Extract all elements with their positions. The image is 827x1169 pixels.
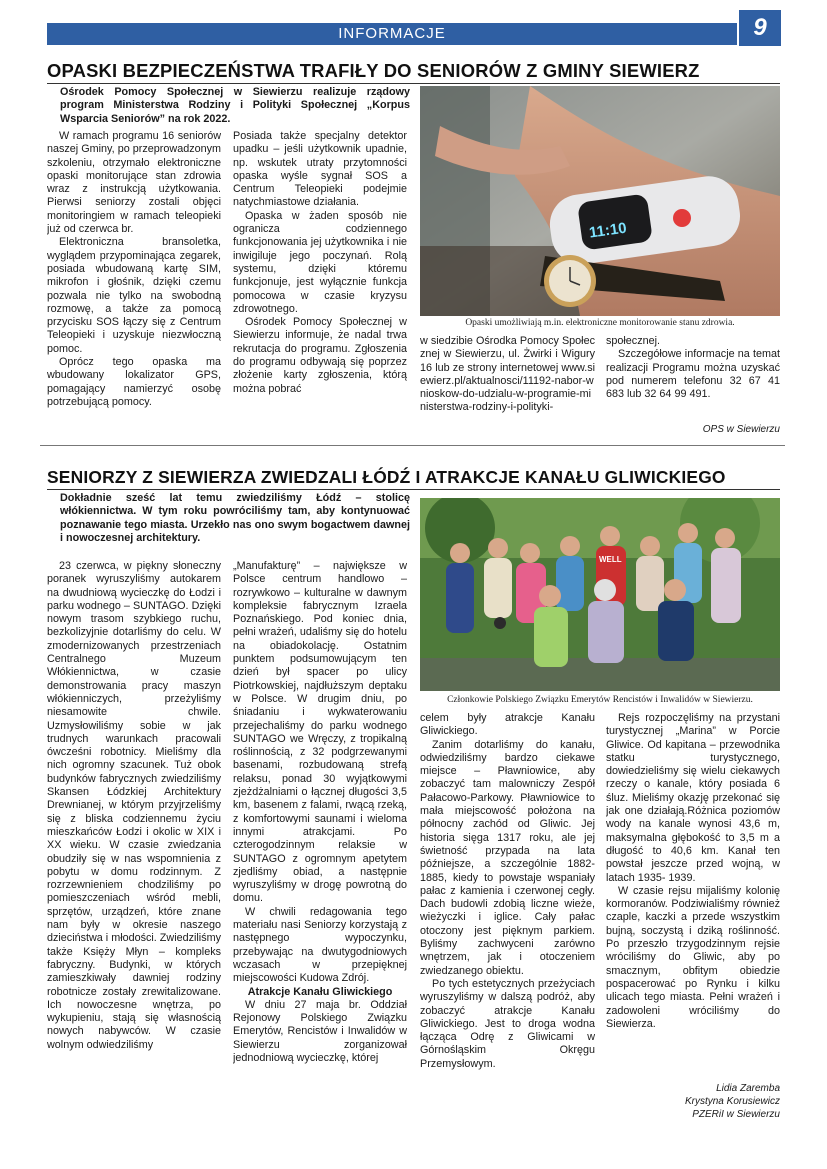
paragraph: Ośrodek Pomocy Społecznej w Siewierzu informuje, że nadal trwa rekrutacja do programu. Zgłoszenia do programu odbywają się poprzez złożenie karty zgłoszenia, którą można pobrać bbox=[233, 316, 407, 395]
article1-caption: Opaski umożliwiają m.in. elektroniczne monitorowanie stanu zdrowia. bbox=[465, 318, 735, 328]
article1-lead: Ośrodek Pomocy Społecznej w Siewierzu realizuje rządowy program Ministerstwa Rodziny i Polityki Społecznej „Korpus Wsparcia Seniorów” na rok 2022. bbox=[60, 86, 410, 125]
paragraph: Posiada także specjalny detektor upadku – jeśli użytkownik upadnie, np. wskutek utraty przytomności opaska wyśle sygnał SOS a Centrum Teleopieki podejmie natychmiastowe działania. bbox=[233, 130, 407, 209]
paragraph: Oprócz tego opaska ma wbudowany lokalizator GPS, pomagający namierzyć osobę potrzebującą pomocy. bbox=[47, 356, 221, 408]
article1-title: OPASKI BEZPIECZEŃSTWA TRAFIŁY DO SENIORÓW Z GMINY SIEWIERZ bbox=[47, 60, 700, 81]
article2-signature bbox=[606, 1082, 780, 1121]
article2-col2 bbox=[233, 560, 407, 1130]
section-label: INFORMACJE bbox=[338, 25, 446, 42]
paragraph: Opaska w żaden sposób nie ogranicza codziennego funkcjonowania jej użytkownika i nie inwigiluje jego poczynań. Rolą systemu, dzięki któremu funkcjonuje, jest wyłącznie funkcja pomocowa w czasie kryzysu zdrowotnego. bbox=[233, 209, 407, 315]
paragraph: Elektroniczna bransoletka, wyglądem przypominająca zegarek, posiada wbudowaną kartę SIM, mikrofon i głośnik, dzięki czemu pozwala nie tylko na swobodną rozmowę, a także za pomocą przycisku SOS łączy się z Centrum Teleopieki i uzyskuje niezwłoczną pomoc. bbox=[47, 236, 221, 355]
article2-col4 bbox=[606, 712, 780, 1072]
article2-col1 bbox=[47, 560, 221, 1130]
article1-col3 bbox=[420, 335, 595, 415]
shirt-text: WELL bbox=[599, 555, 622, 564]
paragraph: W czasie rejsu mijaliśmy kolonię kormoranów. Podziwialiśmy również czaple, kaczki a przede wszystkim bujną, soczystą i dziką roślinność. Po przeszło trzygodzinnym rejsie wróciliśmy do Gliwic, aby po smacznym, obfitym obiedzie pospacerować po Rynku i kilku ulicach tego miasta. Pełni wrażeń i zadowoleni wróciliśmy do Siewierza. bbox=[606, 884, 780, 1030]
paragraph: w siedzibie Ośrodka Pomocy Społecznej w Siewierzu, ul. Żwirki i Wigury 16 lub ze strony internetowej www.siewierz.pl/aktualnosci/11192-nabor-wnioskow-do-udzialu-w-programie-ministerstwa-rodziny-i-polityki- bbox=[420, 335, 595, 414]
watch-display-text: 11:10 bbox=[588, 219, 628, 242]
paragraph: Zanim dotarliśmy do kanału, odwiedziliśmy bardzo ciekawe miejsce – Pławniowice, aby zobaczyć tam malowniczy Zespół Pałacowo-Parkowy. Pławniowice to mała miejscowość położona na północny zachód od Gliwic. Jej historia sięga 1317 roku, ale jej świetność przypada na lata późniejsze, a szczególnie 1882-1885, kiedy to powstaje wspaniały pałac z kamienia i czerwonej cegły. Dach budowli zdobią liczne wieże, wieżyczki i iglice. Cały pałac otoczony jest pięknym parkiem. Byliśmy zachwyceni zarówno wnętrzem, jak i otoczeniem zwiedzanego obiektu. bbox=[420, 738, 595, 977]
signature-line: Krystyna Korusiewicz bbox=[684, 1096, 780, 1107]
article1-signature: OPS w Siewierzu bbox=[702, 424, 780, 435]
group-photo bbox=[420, 498, 780, 691]
article2-lead: Dokładnie sześć lat temu zwiedziliśmy Łódź – stolicę włókiennictwa. W tym roku powróciliśmy tam, aby kontynuować poznawanie tego miasta. Urzekło nas ono swym bogactwem dawnej i nowoczesnej architektury. bbox=[60, 492, 410, 544]
article1-col4 bbox=[606, 335, 780, 405]
article2-caption: Członkowie Polskiego Związku Emerytów Rencistów i Inwalidów w Siewierzu. bbox=[447, 695, 753, 705]
subheading: Atrakcje Kanału Gliwickiego bbox=[247, 985, 393, 998]
article1-col1 bbox=[47, 130, 221, 480]
article1-rule bbox=[47, 83, 780, 84]
article2-col3 bbox=[420, 712, 595, 1132]
paragraph: celem były atrakcje Kanału Gliwickiego. bbox=[420, 712, 595, 738]
article-separator bbox=[40, 445, 785, 446]
paragraph: W ramach programu 16 seniorów naszej Gminy, po przeprowadzonym szkoleniu, otrzymało elektroniczne opaski monitorujące stan zdrowia wraz z instrukcją użytkowania. Pierwsi seniorzy zostali objęci monitoringiem w ramach teleopieki już od czerwca br. bbox=[47, 130, 221, 236]
page-number: 9 bbox=[739, 10, 781, 46]
article2-title: SENIORZY Z SIEWIERZA ZWIEDZALI ŁÓDŹ I ATRAKCJE KANAŁU GLIWICKIEGO bbox=[47, 467, 726, 487]
paragraph: W chwili redagowania tego materiału nasi Seniorzy korzystają z następnego wypoczynku, przebywając na dwutygodniowych wczasach w przepięknej miejscowości Kudowa Zdrój. bbox=[233, 905, 407, 985]
paragraph: społecznej. bbox=[606, 335, 661, 347]
paragraph: W dniu 27 maja br. Oddział Rejonowy Polskiego Związku Emerytów, Rencistów i Inwalidów w Siewierzu zorganizował jednodniową wycieczkę, której bbox=[233, 998, 407, 1064]
paragraph: 23 czerwca, w piękny słoneczny poranek wyruszyliśmy autokarem na dwudniową wycieczkę do Łodzi i parku wodnego – SUNTAGO. Dzięki nowym trasom szybkiego ruchu, bezkolizyjnie dotarliśmy do celu. W zmodernizowanych przestrzeniach Centralnego Muzeum Włókiennictwa, w czasie demonstrowania pracy maszyn włókienniczych, przeżyliśmy niesamowite chwile. Uzmysłowiliśmy sobie w jak trudnych warunkach pracowali ówcześni robotnicy. Mieliśmy dla nich ogromny szacunek. Tuż obok budynków fabrycznych zwiedziliśmy Skansen Łódzkiej Architektury Drewnianej, w którym przyjrzeliśmy się z bliska codziennemu życiu mieszkańców Łodzi i okolic w XIX i XX wieku. W czasie zwiedzania obudziły się w nas wspomnienia z pobytu w domu rodzinnym. Z rozrzewnieniem chodziliśmy po pomieszczeniach wśród mebli, sprzętów, urządzeń, które znane nam były w okresie naszego dzieciństwa i młodości. Zwiedziliśmy także Księży Młyn – kompleks fabryczny. Budynki, w których zamieszkiwały dawniej rodziny robotnicze zostały zrewitalizowane. Ich nowoczesne wnętrza, po wykupieniu, stają się własnością nowych nabywców. W czasie wolnym odwiedziliśmy bbox=[47, 560, 221, 1051]
paragraph: Po tych estetycznych przeżyciach wyruszyliśmy w dalszą podróż, aby zobaczyć atrakcje Kanału Gliwickiego. Jest to droga wodna łącząca Odrę z Gliwicami w Górnośląskim Okręgu Przemysłowym. bbox=[420, 977, 595, 1070]
group-photo-illustration bbox=[420, 498, 780, 691]
paragraph: Szczegółowe informacje na temat realizacji Programu można uzyskać pod numerem telefonu 32 67 41 683 lub 32 64 99 491. bbox=[606, 348, 780, 401]
wristband-photo bbox=[420, 86, 780, 316]
signature-line: PZERiI w Siewierzu bbox=[692, 1109, 780, 1120]
watch-illustration bbox=[420, 86, 780, 316]
paragraph: „Manufakturę” – największe w Polsce centrum handlowo – rozrywkowo – kulturalne w dawnym kompleksie fabrycznym Izraela Poznańskiego. Pod koniec dnia, pełni wrażeń, udaliśmy się do hotelu na obiadokolację. Ostatnim punktem podsumowującym ten dzień był spacer po ulicy Piotrkowskiej, najdłuższym deptaku w Polsce. W drugim dniu, po śniadaniu i wykwaterowaniu przejechaliśmy do parku wodnego SUNTAGO we Wręczy, z tropikalną roślinnością, z 32 podgrzewanymi basenami, rozbudowaną strefą relaksu, ponad 30 wyjątkowymi zjeżdżalniami o łącznej długości 3,5 km, basenem z falami, rwącą rzeką, z komfortowymi saunami i wieloma innymi atrakcjami. Po czterogodzinnym relaksie w SUNTAGO z ogromnym apetytem zjedliśmy obiad, a następnie wyruszyliśmy w drogę powrotną do domu. bbox=[233, 560, 407, 905]
article1-col2 bbox=[233, 130, 407, 480]
article2-rule bbox=[47, 489, 780, 490]
paragraph: Rejs rozpoczęliśmy na przystani turystycznej „Marina” w Porcie Gliwice. Od kapitana – przewodnika statku turystycznego, dowiedzieliśmy się wielu ciekawych rzeczy o kanale, który posiada 6 śluz. Mieliśmy okazję przekonać się jak one działają.Różnica poziomów wody na kanale wynosi 43,6 m, maksymalna głębokość to 3,5 m a długość to 40,6 km. Kanał ten powstał jeszcze przed wojną, w latach 1935- 1939. bbox=[606, 712, 780, 884]
signature-line: Lidia Zaremba bbox=[716, 1083, 780, 1094]
